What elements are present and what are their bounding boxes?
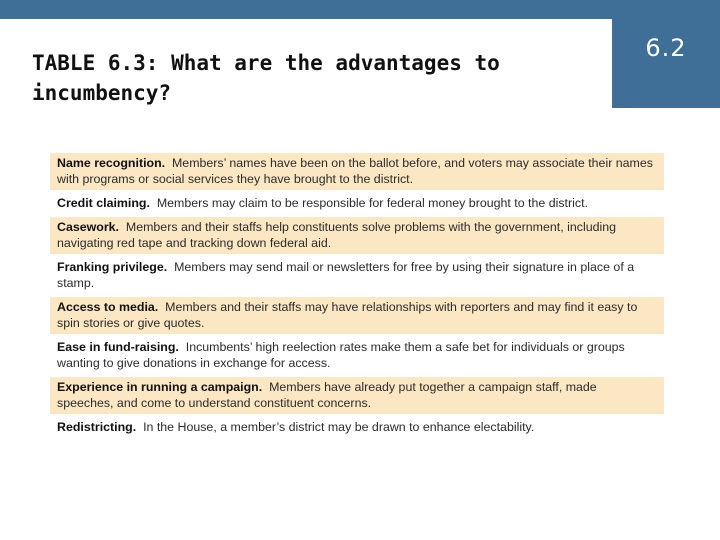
row-description: Incumbents’ high reelection rates make them a safe bet for individuals or groups wanting to give donations in exchange for access. [57, 340, 625, 370]
row-term: Redistricting. [57, 420, 137, 434]
section-badge [612, 0, 720, 108]
table-row [50, 193, 664, 214]
row-term: Ease in fund-raising. [57, 340, 179, 354]
row-term: Experience in running a campaign. [57, 380, 263, 394]
table-row [50, 153, 664, 190]
row-term: Casework. [57, 220, 119, 234]
table-row [50, 337, 664, 374]
slide-title: TABLE 6.3: What are the advantages to incumbency? [32, 51, 500, 105]
row-term: Name recognition. [57, 156, 166, 170]
table-row [50, 297, 664, 334]
section-number: 6.2 [645, 34, 687, 62]
row-description: Members may claim to be responsible for federal money brought to the district. [156, 196, 588, 210]
table-row [50, 417, 664, 438]
row-description: Members’ names have been on the ballot before, and voters may associate their names with programs or social services they have brought to the district. [57, 156, 653, 186]
row-description: In the House, a member’s district may be drawn to enhance electability. [143, 420, 535, 434]
row-term: Franking privilege. [57, 260, 168, 274]
row-term: Access to media. [57, 300, 159, 314]
table-row [50, 257, 664, 294]
row-description: Members and their staffs help constituents solve problems with the government, including navigating red tape and tracking down federal aid. [57, 220, 617, 250]
row-description: Members and their staffs may have relationships with reporters and may find it easy to spin stories or give quotes. [57, 300, 638, 330]
advantages-table [50, 153, 664, 438]
table-row [50, 217, 664, 254]
row-term: Credit claiming. [57, 196, 150, 210]
row-description: Members have already put together a campaign staff, made speeches, and come to understand constituent concerns. [57, 380, 597, 410]
table-row [50, 377, 664, 414]
row-description: Members may send mail or newsletters for free by using their signature in place of a stamp. [57, 260, 635, 290]
